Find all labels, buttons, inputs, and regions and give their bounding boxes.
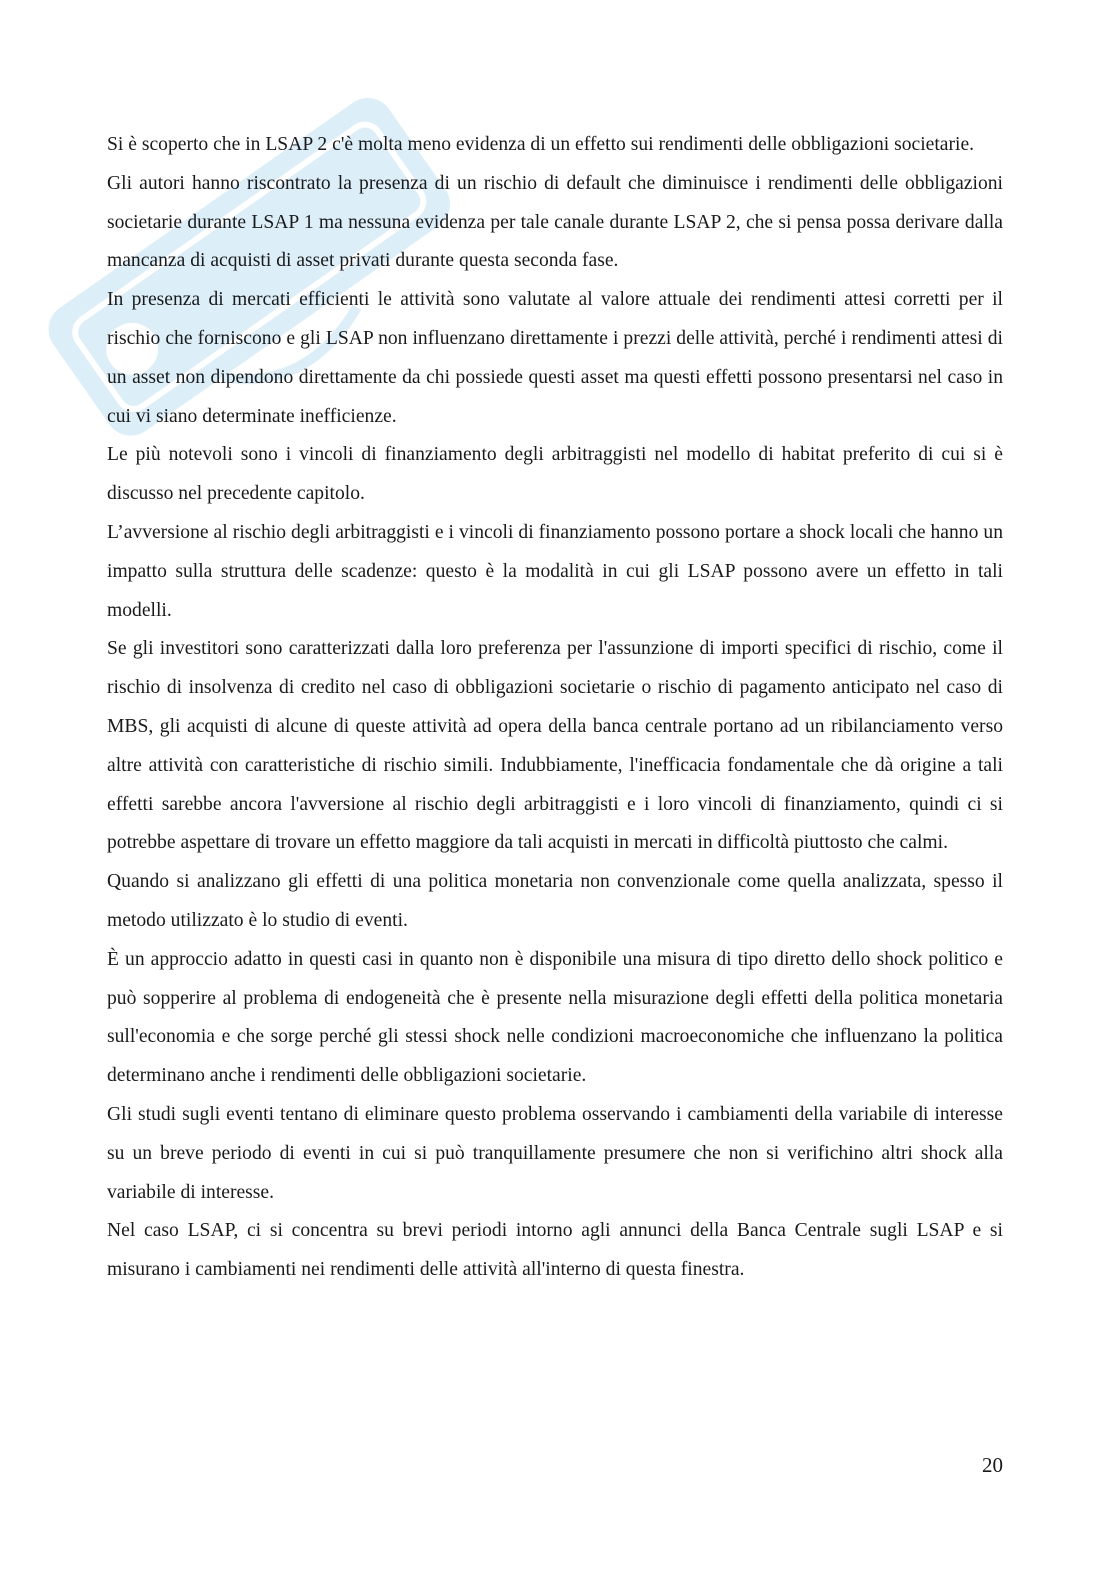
paragraph: Si è scoperto che in LSAP 2 c'è molta meno evidenza di un effetto sui rendimenti delle obbligazioni societarie. — [107, 134, 975, 155]
paragraph: Gli studi sugli eventi tentano di eliminare questo problema osservando i cambiamenti della variabile di interesse su un breve periodo di eventi in cui si può tranquillamente presumere che non si verifichino altri shock alla variabile di interesse. — [107, 1103, 1003, 1203]
paragraph: Se gli investitori sono caratterizzati dalla loro preferenza per l'assunzione di importi specifici di rischio, come il rischio di insolvenza di credito nel caso di obbligazioni societarie o rischio di pagamento anticipato nel caso di MBS, gli acquisti di alcune di queste attività ad opera della banca centrale portano ad un ribilanciamento verso altre attività con caratteristiche di rischio simili. Indubbiamente, l'inefficacia fondamentale che dà origine a tali effetti sarebbe ancora l'avversione al rischio degli arbitraggisti e i loro vincoli di finanziamento, quindi ci si potrebbe aspettare di trovare un effetto maggiore da tali acquisti in mercati in difficoltà piuttosto che calmi. — [107, 638, 1003, 854]
paragraph: Nel caso LSAP, ci si concentra su brevi periodi intorno agli annunci della Banca Centrale sugli LSAP e si misurano i cambiamenti nei rendimenti delle attività all'interno di questa finestra. — [107, 1220, 1003, 1281]
paragraph: È un approccio adatto in questi casi in quanto non è disponibile una misura di tipo diretto dello shock politico e può sopperire al problema di endogeneità che è presente nella misurazione degli effetti della politica monetaria sull'economia e che sorge perché gli stessi shock nelle condizioni macroeconomiche che influenzano la politica determinano anche i rendimenti delle obbligazioni societarie. — [107, 948, 1003, 1087]
paragraph: L’avversione al rischio degli arbitraggisti e i vincoli di finanziamento possono portare a shock locali che hanno un impatto sulla struttura delle scadenze: questo è la modalità in cui gli LSAP possono avere un effetto in tali modelli. — [107, 521, 1003, 621]
paragraph: Quando si analizzano gli effetti di una politica monetaria non convenzionale come quella analizzata, spesso il metodo utilizzato è lo studio di eventi. — [107, 871, 1003, 931]
paragraph: Le più notevoli sono i vincoli di finanziamento degli arbitraggisti nel modello di habitat preferito di cui si è discusso nel precedente capitolo. — [107, 444, 1003, 505]
paragraph: Gli autori hanno riscontrato la presenza di un rischio di default che diminuisce i rendimenti delle obbligazioni societarie durante LSAP 1 ma nessuna evidenza per tale canale durante LSAP 2, che si pensa possa derivare dalla mancanza di acquisti di asset privati durante questa seconda fase. — [107, 172, 1003, 272]
page-number: 20 — [982, 1453, 1003, 1477]
paragraph: In presenza di mercati efficienti le attività sono valutate al valore attuale dei rendimenti attesi corretti per il rischio che forniscono e gli LSAP non influenzano direttamente i prezzi delle attività, perché i rendimenti attesi di un asset non dipendono direttamente da chi possiede questi asset ma questi effetti possono presentarsi nel caso in cui vi siano determinate inefficienze. — [107, 289, 1003, 427]
document-body — [107, 126, 1003, 1290]
